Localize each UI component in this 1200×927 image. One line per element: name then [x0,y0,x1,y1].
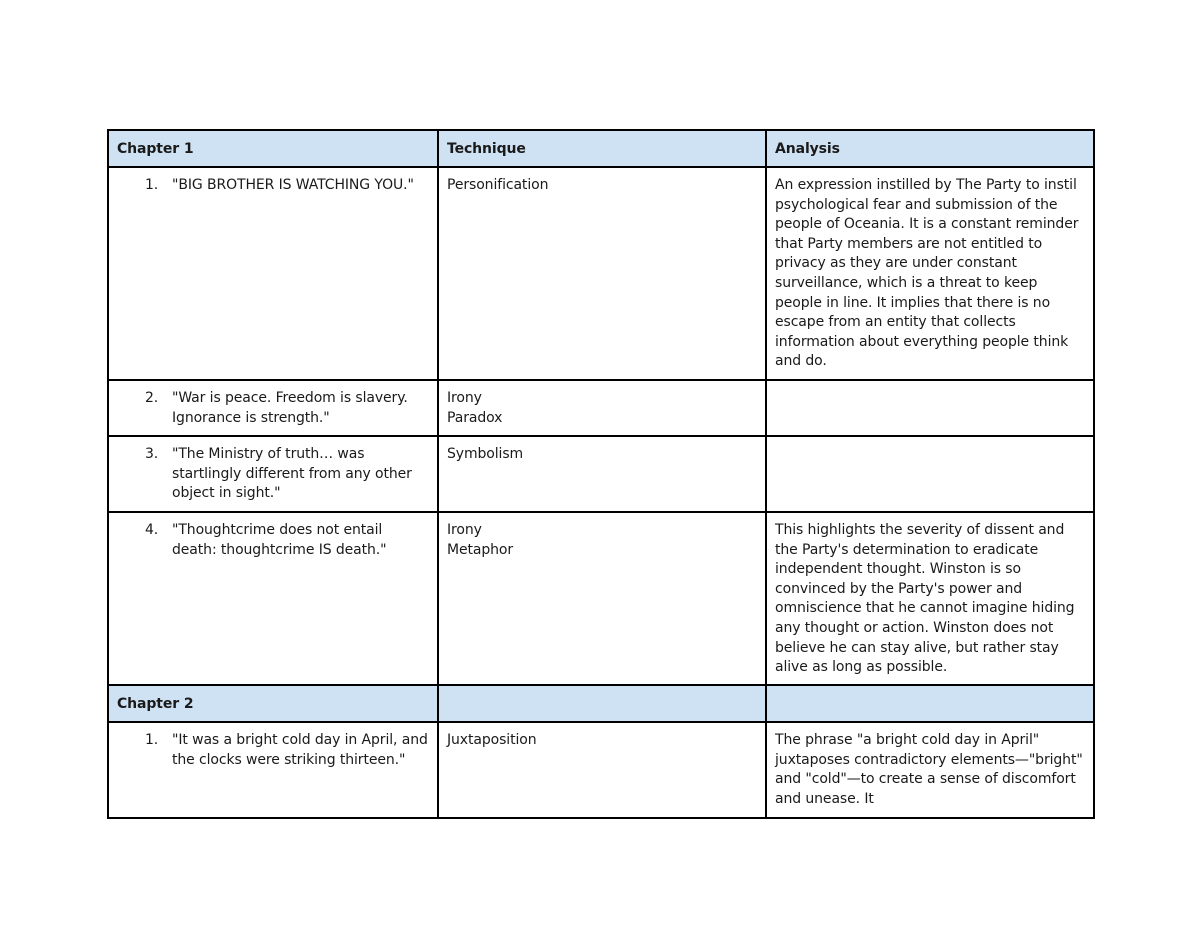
technique-cell [438,380,766,436]
table-row [108,436,1094,512]
analysis-cell [766,436,1094,512]
header-chapter-2: Chapter 2 [108,685,438,722]
technique-cell [438,436,766,512]
table-row [108,722,1094,818]
quote-text: "The Ministry of truth… was startlingly different from any other object in sight." [172,446,412,502]
header-empty-cell [766,685,1094,722]
analysis-cell: An expression instilled by The Party to instil psychological fear and submission of the people of Oceania. It is a constant reminder that Party members are not entitled to privacy as they are under constant surveillance, which is a threat to keep people in line. It implies that there is no escape from an entity that collects information about everything people think and do. [766,167,1094,380]
quote-text: "War is peace. Freedom is slavery. Ignorance is strength." [172,390,408,426]
technique-label: Paradox [447,409,503,426]
quote-number: 1. [145,177,159,193]
technique-label: Personification [447,177,549,193]
quote-number: 4. [145,522,159,538]
analysis-cell: This highlights the severity of dissent and the Party's determination to eradicate independent thought. Winston is so convinced by the Party's power and omniscience that he cannot imagine hiding any thought or action. Winston does not believe he can stay alive, but rather stay alive as long as possible. [766,512,1094,685]
chapter-1-header-row [108,130,1094,167]
technique-label: Irony [447,522,482,538]
technique-label: Juxtaposition [447,732,537,748]
analysis-cell [766,380,1094,436]
quote-cell [108,512,438,685]
technique-cell [438,167,766,380]
table-row [108,512,1094,685]
table-row [108,167,1094,380]
technique-label: Metaphor [447,541,514,558]
quote-cell [108,380,438,436]
technique-label: Irony [447,390,482,406]
header-technique: Technique [438,130,766,167]
technique-cell [438,722,766,818]
quote-number: 3. [145,446,159,462]
quote-number: 1. [145,732,159,748]
quote-cell [108,167,438,380]
header-empty-cell [438,685,766,722]
analysis-cell: The phrase "a bright cold day in April" juxtaposes contradictory elements—"bright" and "cold"—to create a sense of discomfort and unease. It [766,722,1094,818]
quote-text: "It was a bright cold day in April, and the clocks were striking thirteen." [172,732,428,768]
quote-text: "BIG BROTHER IS WATCHING YOU." [172,177,414,193]
table-row [108,380,1094,436]
quote-number: 2. [145,390,159,406]
literary-analysis-table [107,129,1095,819]
chapter-2-header-row [108,685,1094,722]
header-chapter-1: Chapter 1 [108,130,438,167]
technique-cell [438,512,766,685]
quote-text: "Thoughtcrime does not entail death: thoughtcrime IS death." [172,522,387,558]
quote-cell [108,436,438,512]
quote-cell [108,722,438,818]
header-analysis: Analysis [766,130,1094,167]
technique-label: Symbolism [447,446,524,462]
